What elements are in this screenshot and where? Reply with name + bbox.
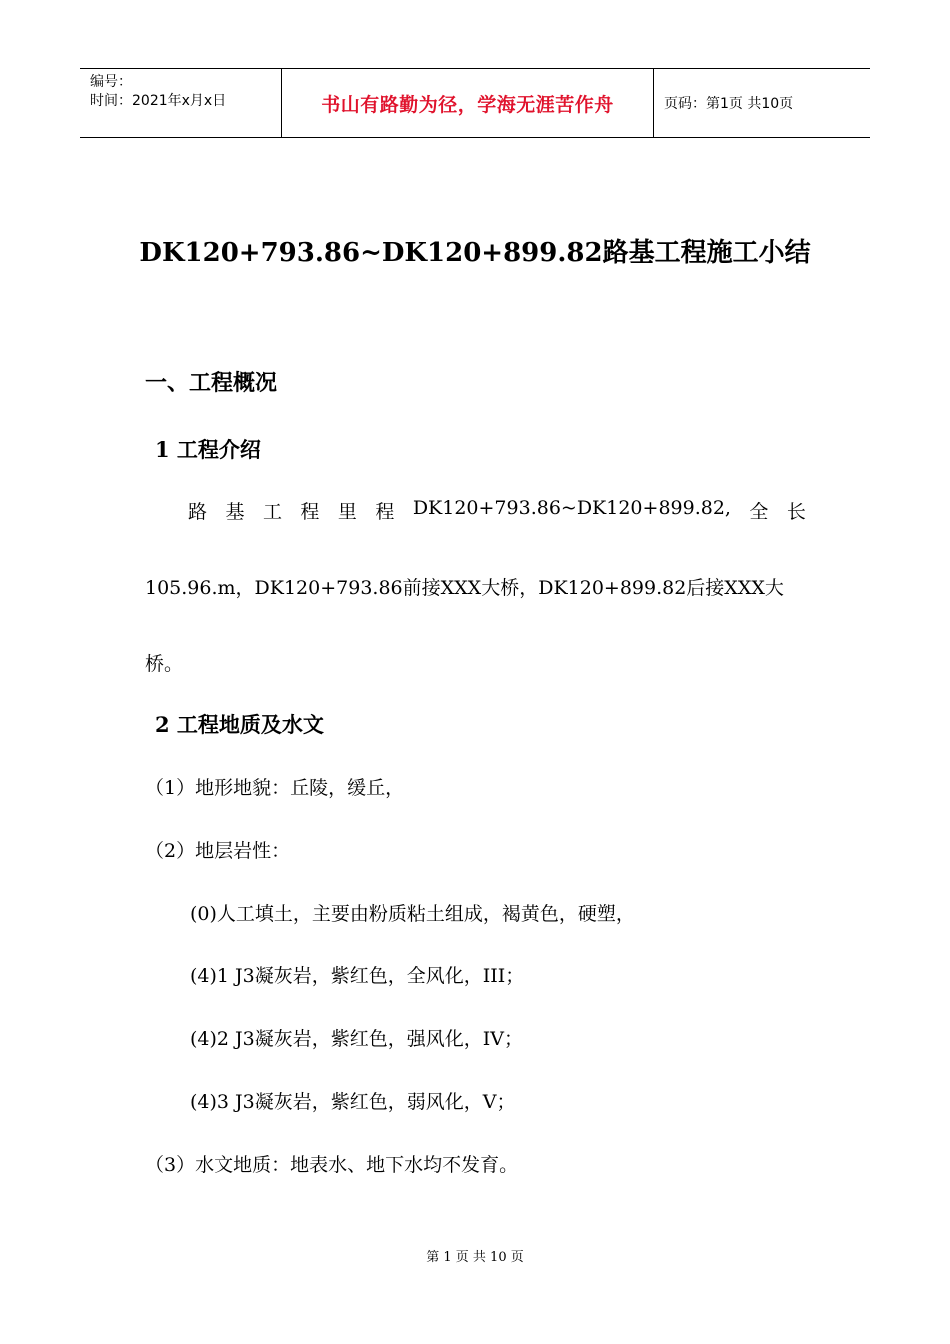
intro-word: 长 xyxy=(786,501,806,523)
page-footer: 第 1 页 共 10 页 xyxy=(426,1250,524,1265)
intro-word: DK120+793.86~DK120+899.82, xyxy=(412,497,731,519)
header-page-info: 页码：第1页 共10页 xyxy=(664,96,794,112)
header-motto: 书山有路勤为径，学海无涯苦作舟 xyxy=(282,69,654,137)
strata-item-tuff-3: (4)3 J3凝灰岩，紫红色，弱风化，V； xyxy=(190,1091,516,1113)
intro-word: 路 xyxy=(188,501,208,523)
strata-item-tuff-1: (4)1 J3凝灰岩，紫红色，全风化，III； xyxy=(190,965,525,987)
intro-word: 里 xyxy=(337,501,357,523)
geology-item-strata: （2）地层岩性： xyxy=(145,840,291,862)
intro-paragraph-line-2: 105.96.m，DK120+793.86前接XXX大桥，DK120+899.82后接XXX大 xyxy=(145,577,784,599)
geology-item-hydrology: （3）水文地质：地表水、地下水均不发育。 xyxy=(145,1154,519,1176)
geology-item-terrain: （1）地形地貌：丘陵，缓丘， xyxy=(145,777,405,799)
number-label: 编号： xyxy=(90,74,132,90)
subsection-heading-geology: 2 工程地质及水文 xyxy=(155,712,324,737)
intro-word: 工 xyxy=(262,501,282,523)
document-header xyxy=(80,68,870,138)
intro-word: 基 xyxy=(225,501,245,523)
subsection-heading-intro: 1 工程介绍 xyxy=(155,437,261,462)
intro-word: 全 xyxy=(749,501,769,523)
date-label: 时间：2021年x月x日 xyxy=(90,93,227,109)
section-heading-overview: 一、工程概况 xyxy=(145,370,278,396)
intro-paragraph-line-3: 桥。 xyxy=(145,653,184,675)
document-title: DK120+793.86~DK120+899.82路基工程施工小结 xyxy=(139,238,811,268)
intro-word: 程 xyxy=(300,501,320,523)
intro-word: 程 xyxy=(375,501,395,523)
strata-item-fill: (0)人工填土，主要由粉质粘土组成，褐黄色，硬塑， xyxy=(190,903,635,925)
strata-item-tuff-2: (4)2 J3凝灰岩，紫红色，强风化，IV； xyxy=(190,1028,523,1050)
header-left-cell xyxy=(80,69,282,137)
intro-paragraph-line-1 xyxy=(188,497,806,524)
